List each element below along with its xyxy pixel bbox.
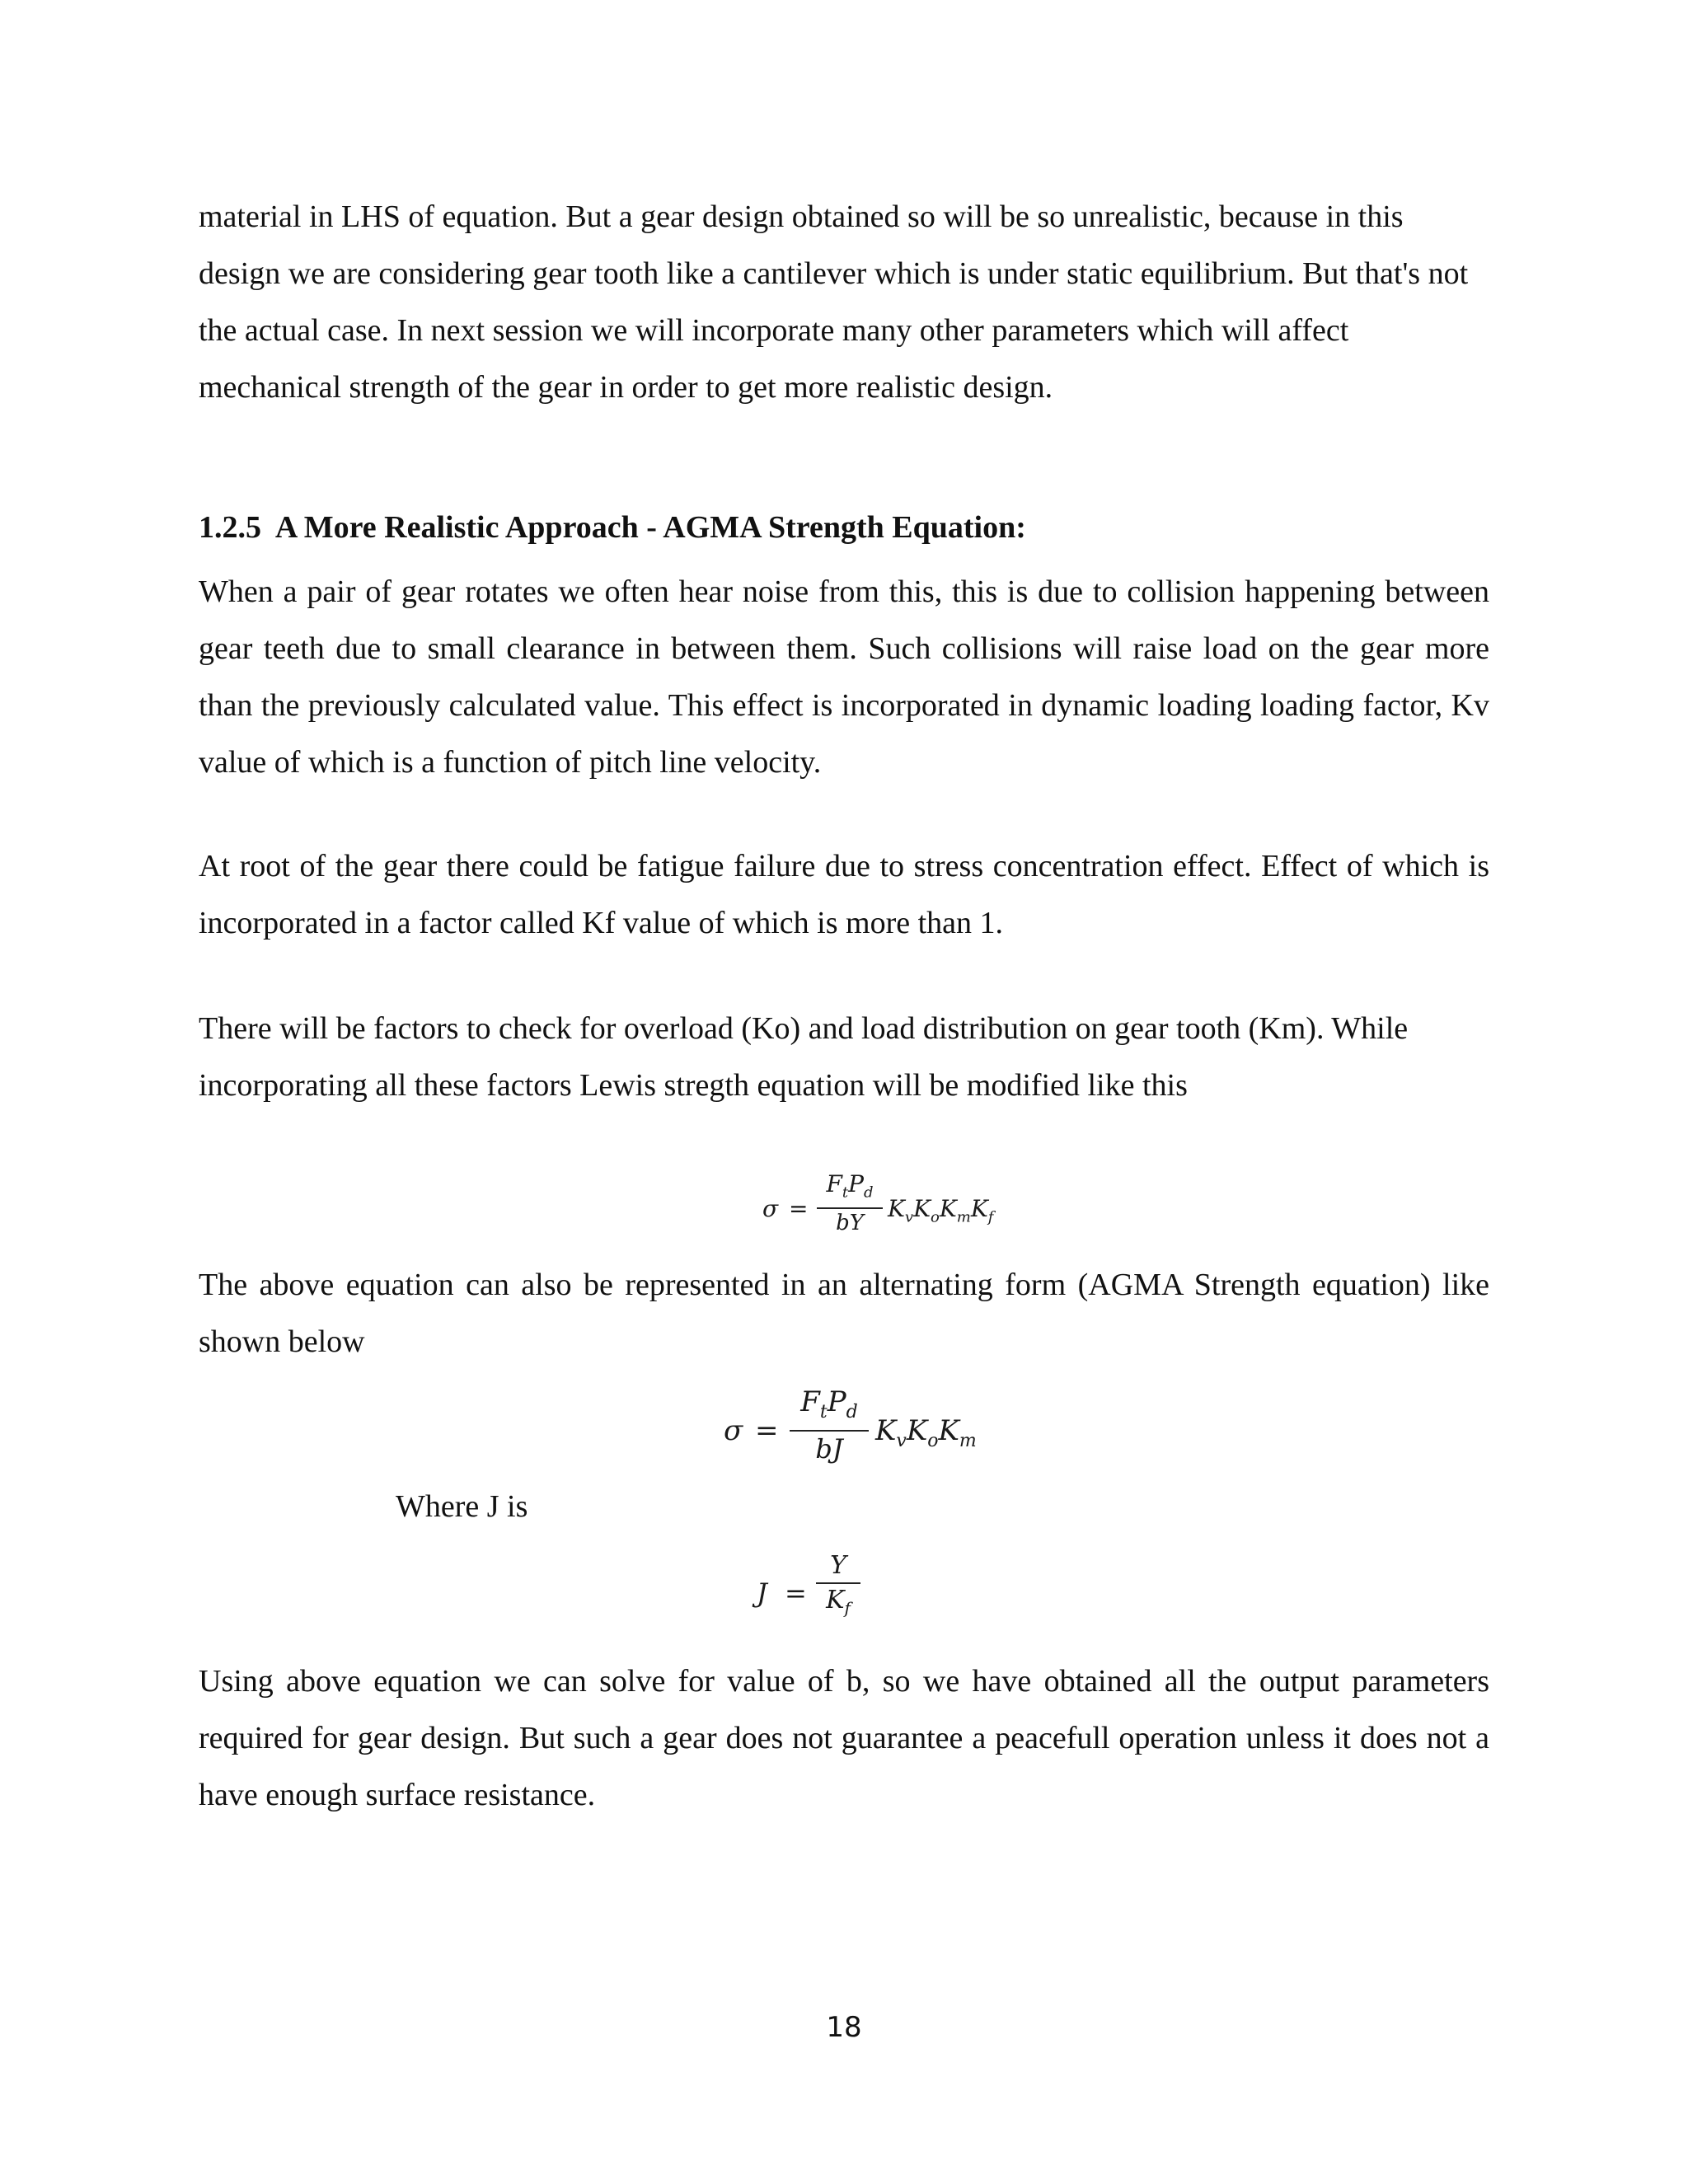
paragraph-alternating-form: The above equation can also be represented in an alternating form (AGMA Strength equation) like shown below (199, 1268, 1489, 1359)
eq3-fraction (816, 1549, 860, 1624)
paragraph-dynamic-loading: When a pair of gear rotates we often hear noise from this, this is due to collision happening between gear teeth due to small clearance in between them. Such collisions will raise load on the gear more than the previously calculated value. This effect is incorporated in dynamic loading loading factor, Kv value of which is a function of pitch line velocity. (199, 574, 1489, 780)
eq1-fraction (817, 1170, 883, 1237)
paragraph-fatigue: At root of the gear there could be fatigue failure due to stress concentration effect. Effect of which is incorporated in a factor called Kf value of which is more than 1. (199, 849, 1489, 940)
eq3-lhs: J (757, 1577, 767, 1609)
section-title: A More Realistic Approach - AGMA Strength Equation: (274, 510, 1026, 545)
where-j-label: Where J is (396, 1489, 528, 1524)
equation-j-definition (757, 1549, 889, 1640)
equation-lewis-modified (762, 1170, 1026, 1253)
section-heading (199, 499, 1026, 556)
equation-agma-strength (724, 1385, 1004, 1483)
eq2-factors: $K_vK_oK_m$ (875, 1414, 977, 1451)
section-number: 1.2.5 (199, 510, 261, 545)
paragraph-intro: material in LHS of equation. But a gear design obtained so will be so unrealistic, because in this design we are considering gear tooth like a cantilever which is under static equilibrium. But that's not the actual case. In next session we will incorporate many other parameters which will affect mechanical strength of the gear in order to get more realistic design. (199, 199, 1469, 405)
eq2-numerator: $F_tP_d$ (800, 1385, 858, 1422)
eq1-equals: = (789, 1195, 809, 1222)
eq3-numerator: Y (830, 1551, 846, 1580)
eq1-numerator: $F_tP_d$ (826, 1170, 874, 1202)
eq1-factors: $K_vK_oK_mK_f$ (888, 1195, 994, 1226)
eq1-lhs: σ (762, 1195, 779, 1222)
eq2-equals: = (755, 1414, 779, 1447)
eq3-equals: = (785, 1577, 807, 1609)
page-number: 18 (826, 2011, 862, 2044)
eq1-denominator: bY (836, 1210, 864, 1235)
eq2-fraction (790, 1385, 869, 1466)
paragraph-factors: There will be factors to check for overload (Ko) and load distribution on gear tooth (Km). While incorporating all these factors Lewis stregth equation will be modified like this (199, 1011, 1409, 1103)
eq3-denominator: $K_f$ (826, 1586, 851, 1618)
paragraph-conclusion: Using above equation we can solve for value of b, so we have obtained all the output parameters required for gear design. But such a gear does not guarantee a peacefull operation unless it does not a have enough surface resistance. (199, 1664, 1489, 1812)
eq2-lhs: σ (724, 1414, 743, 1447)
eq2-denominator: bJ (815, 1432, 843, 1465)
